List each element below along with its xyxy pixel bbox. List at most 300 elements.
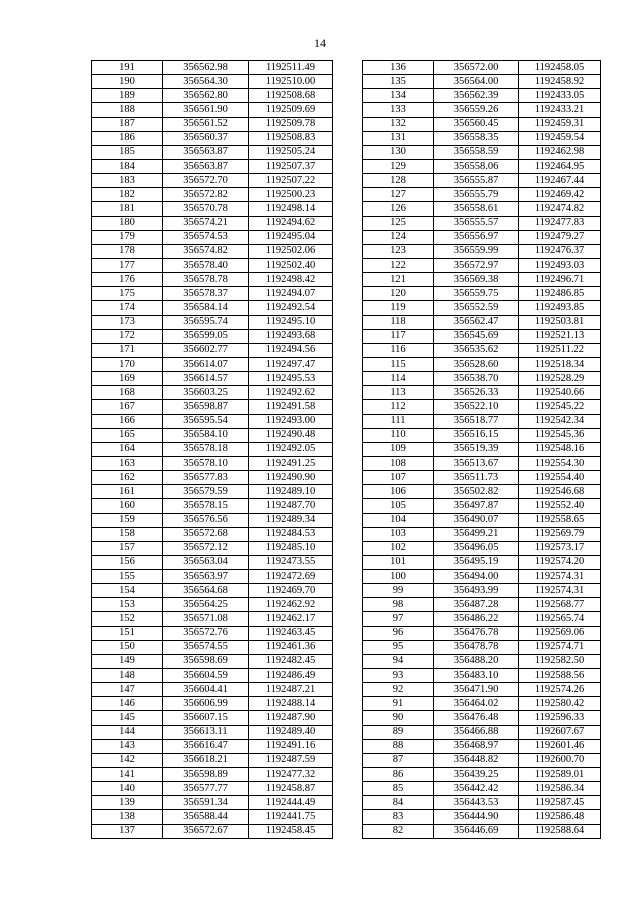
table-row [363,499,601,513]
point-number-cell: 120 [363,287,434,301]
x-coordinate-cell: 356572.00 [434,61,519,75]
point-number-cell: 91 [363,697,434,711]
x-coordinate-cell: 356448.82 [434,753,519,767]
point-number-cell: 144 [92,725,163,739]
table-row [92,725,333,739]
point-number-cell: 125 [363,216,434,230]
x-coordinate-cell: 356559.99 [434,244,519,258]
point-number-cell: 160 [92,499,163,513]
y-coordinate-cell: 1192477.83 [519,216,601,230]
table-row [363,145,601,159]
x-coordinate-cell: 356606.99 [163,697,249,711]
table-row [363,400,601,414]
table-row [92,598,333,612]
point-number-cell: 164 [92,442,163,456]
x-coordinate-cell: 356564.30 [163,75,249,89]
y-coordinate-cell: 1192474.82 [519,202,601,216]
point-number-cell: 131 [363,131,434,145]
point-number-cell: 94 [363,654,434,668]
x-coordinate-cell: 356522.10 [434,400,519,414]
table-row [92,244,333,258]
point-number-cell: 114 [363,372,434,386]
x-coordinate-cell: 356604.41 [163,683,249,697]
x-coordinate-cell: 356476.48 [434,711,519,725]
point-number-cell: 92 [363,683,434,697]
point-number-cell: 110 [363,428,434,442]
point-number-cell: 179 [92,230,163,244]
y-coordinate-cell: 1192459.54 [519,131,601,145]
y-coordinate-cell: 1192554.30 [519,456,601,470]
point-number-cell: 128 [363,174,434,188]
y-coordinate-cell: 1192545.36 [519,428,601,442]
point-number-cell: 186 [92,131,163,145]
y-coordinate-cell: 1192542.34 [519,414,601,428]
y-coordinate-cell: 1192441.75 [249,810,333,824]
x-coordinate-cell: 356572.12 [163,541,249,555]
point-number-cell: 83 [363,810,434,824]
y-coordinate-cell: 1192505.24 [249,145,333,159]
x-coordinate-cell: 356556.97 [434,230,519,244]
table-row [92,697,333,711]
table-row [363,824,601,838]
table-row [363,357,601,371]
y-coordinate-cell: 1192502.06 [249,244,333,258]
x-coordinate-cell: 356555.79 [434,188,519,202]
y-coordinate-cell: 1192493.00 [249,414,333,428]
y-coordinate-cell: 1192546.68 [519,485,601,499]
x-coordinate-cell: 356561.52 [163,117,249,131]
y-coordinate-cell: 1192444.49 [249,796,333,810]
point-number-cell: 163 [92,456,163,470]
table-row [92,386,333,400]
table-row [92,753,333,767]
y-coordinate-cell: 1192458.45 [249,824,333,838]
x-coordinate-cell: 356572.68 [163,527,249,541]
table-row [92,301,333,315]
table-row [363,273,601,287]
y-coordinate-cell: 1192487.59 [249,753,333,767]
table-row [92,782,333,796]
table-row [92,287,333,301]
table-row [92,329,333,343]
x-coordinate-cell: 356572.67 [163,824,249,838]
y-coordinate-cell: 1192477.32 [249,768,333,782]
x-coordinate-cell: 356564.68 [163,584,249,598]
table-row [363,428,601,442]
y-coordinate-cell: 1192491.25 [249,456,333,470]
y-coordinate-cell: 1192488.14 [249,697,333,711]
x-coordinate-cell: 356569.38 [434,273,519,287]
y-coordinate-cell: 1192494.07 [249,287,333,301]
point-number-cell: 112 [363,400,434,414]
x-coordinate-cell: 356564.25 [163,598,249,612]
y-coordinate-cell: 1192495.53 [249,372,333,386]
x-coordinate-cell: 356577.83 [163,471,249,485]
table-row [363,640,601,654]
x-coordinate-cell: 356563.87 [163,145,249,159]
point-number-cell: 174 [92,301,163,315]
table-row [363,456,601,470]
point-number-cell: 149 [92,654,163,668]
table-row [92,485,333,499]
table-row [363,216,601,230]
x-coordinate-cell: 356602.77 [163,343,249,357]
table-row [92,145,333,159]
point-number-cell: 95 [363,640,434,654]
point-number-cell: 183 [92,174,163,188]
x-coordinate-cell: 356466.88 [434,725,519,739]
x-coordinate-cell: 356468.97 [434,739,519,753]
y-coordinate-cell: 1192528.29 [519,372,601,386]
y-coordinate-cell: 1192487.70 [249,499,333,513]
x-coordinate-cell: 356558.06 [434,159,519,173]
x-coordinate-cell: 356496.05 [434,541,519,555]
table-row [92,216,333,230]
point-number-cell: 103 [363,527,434,541]
table-row [363,697,601,711]
x-coordinate-cell: 356559.75 [434,287,519,301]
point-number-cell: 107 [363,471,434,485]
y-coordinate-cell: 1192554.40 [519,471,601,485]
point-number-cell: 93 [363,669,434,683]
table-row [92,555,333,569]
x-coordinate-cell: 356545.69 [434,329,519,343]
x-coordinate-cell: 356614.07 [163,357,249,371]
point-number-cell: 187 [92,117,163,131]
y-coordinate-cell: 1192492.54 [249,301,333,315]
table-row [92,174,333,188]
table-row [92,768,333,782]
table-row [363,555,601,569]
point-number-cell: 135 [363,75,434,89]
x-coordinate-cell: 356613.11 [163,725,249,739]
table-row [363,414,601,428]
point-number-cell: 137 [92,824,163,838]
x-coordinate-cell: 356446.69 [434,824,519,838]
point-number-cell: 101 [363,555,434,569]
point-number-cell: 190 [92,75,163,89]
point-number-cell: 141 [92,768,163,782]
point-number-cell: 102 [363,541,434,555]
table-row [363,584,601,598]
x-coordinate-cell: 356574.55 [163,640,249,654]
y-coordinate-cell: 1192486.49 [249,669,333,683]
table-row [92,527,333,541]
y-coordinate-cell: 1192588.56 [519,669,601,683]
point-number-cell: 87 [363,753,434,767]
point-number-cell: 147 [92,683,163,697]
x-coordinate-cell: 356579.59 [163,485,249,499]
y-coordinate-cell: 1192476.37 [519,244,601,258]
x-coordinate-cell: 356578.15 [163,499,249,513]
x-coordinate-cell: 356558.35 [434,131,519,145]
x-coordinate-cell: 356578.78 [163,273,249,287]
y-coordinate-cell: 1192472.69 [249,570,333,584]
x-coordinate-cell: 356572.97 [434,258,519,272]
x-coordinate-cell: 356562.39 [434,89,519,103]
x-coordinate-cell: 356614.57 [163,372,249,386]
point-number-cell: 117 [363,329,434,343]
point-number-cell: 88 [363,739,434,753]
y-coordinate-cell: 1192490.90 [249,471,333,485]
table-row [92,273,333,287]
y-coordinate-cell: 1192589.01 [519,768,601,782]
y-coordinate-cell: 1192493.85 [519,301,601,315]
x-coordinate-cell: 356599.05 [163,329,249,343]
y-coordinate-cell: 1192495.04 [249,230,333,244]
x-coordinate-cell: 356578.40 [163,258,249,272]
point-number-cell: 145 [92,711,163,725]
point-number-cell: 108 [363,456,434,470]
x-coordinate-cell: 356487.28 [434,598,519,612]
point-number-cell: 148 [92,669,163,683]
point-number-cell: 134 [363,89,434,103]
table-row [92,357,333,371]
x-coordinate-cell: 356486.22 [434,612,519,626]
table-row [363,230,601,244]
x-coordinate-cell: 356572.70 [163,174,249,188]
point-number-cell: 175 [92,287,163,301]
y-coordinate-cell: 1192573.17 [519,541,601,555]
x-coordinate-cell: 356572.82 [163,188,249,202]
table-row [92,131,333,145]
table-row [363,188,601,202]
x-coordinate-cell: 356443.53 [434,796,519,810]
x-coordinate-cell: 356574.53 [163,230,249,244]
y-coordinate-cell: 1192479.27 [519,230,601,244]
y-coordinate-cell: 1192462.17 [249,612,333,626]
table-row [92,258,333,272]
point-number-cell: 180 [92,216,163,230]
point-number-cell: 113 [363,386,434,400]
table-row [92,456,333,470]
point-number-cell: 168 [92,386,163,400]
point-number-cell: 167 [92,400,163,414]
point-number-cell: 116 [363,343,434,357]
table-row [363,654,601,668]
x-coordinate-cell: 356578.18 [163,442,249,456]
table-row [92,400,333,414]
table-row [92,810,333,824]
table-row [92,159,333,173]
y-coordinate-cell: 1192596.33 [519,711,601,725]
y-coordinate-cell: 1192502.40 [249,258,333,272]
point-number-cell: 161 [92,485,163,499]
table-row [363,570,601,584]
x-coordinate-cell: 356570.78 [163,202,249,216]
point-number-cell: 90 [363,711,434,725]
point-number-cell: 138 [92,810,163,824]
x-coordinate-cell: 356618.21 [163,753,249,767]
table-row [92,343,333,357]
table-row [92,711,333,725]
table-row [92,61,333,75]
x-coordinate-cell: 356552.59 [434,301,519,315]
y-coordinate-cell: 1192485.10 [249,541,333,555]
x-coordinate-cell: 356483.10 [434,669,519,683]
x-coordinate-cell: 356555.87 [434,174,519,188]
table-row [363,244,601,258]
y-coordinate-cell: 1192569.06 [519,626,601,640]
y-coordinate-cell: 1192582.50 [519,654,601,668]
table-row [363,117,601,131]
point-number-cell: 109 [363,442,434,456]
y-coordinate-cell: 1192540.66 [519,386,601,400]
table-row [92,230,333,244]
point-number-cell: 165 [92,428,163,442]
x-coordinate-cell: 356555.57 [434,216,519,230]
y-coordinate-cell: 1192489.40 [249,725,333,739]
table-row [363,782,601,796]
x-coordinate-cell: 356559.26 [434,103,519,117]
y-coordinate-cell: 1192558.65 [519,513,601,527]
point-number-cell: 184 [92,159,163,173]
y-coordinate-cell: 1192461.36 [249,640,333,654]
table-row [363,513,601,527]
y-coordinate-cell: 1192574.20 [519,555,601,569]
y-coordinate-cell: 1192569.79 [519,527,601,541]
point-number-cell: 191 [92,61,163,75]
table-row [92,315,333,329]
point-number-cell: 130 [363,145,434,159]
point-number-cell: 84 [363,796,434,810]
x-coordinate-cell: 356495.19 [434,555,519,569]
y-coordinate-cell: 1192511.22 [519,343,601,357]
table-row [92,739,333,753]
table-row [92,89,333,103]
y-coordinate-cell: 1192586.34 [519,782,601,796]
y-coordinate-cell: 1192495.10 [249,315,333,329]
table-row [363,315,601,329]
table-row [363,485,601,499]
point-number-cell: 157 [92,541,163,555]
table-row [363,258,601,272]
y-coordinate-cell: 1192489.34 [249,513,333,527]
table-row [363,174,601,188]
point-number-cell: 182 [92,188,163,202]
y-coordinate-cell: 1192498.42 [249,273,333,287]
table-row [92,640,333,654]
point-number-cell: 122 [363,258,434,272]
point-number-cell: 152 [92,612,163,626]
table-row [92,471,333,485]
table-row [92,428,333,442]
point-number-cell: 121 [363,273,434,287]
point-number-cell: 127 [363,188,434,202]
table-row [92,584,333,598]
point-number-cell: 170 [92,357,163,371]
point-number-cell: 85 [363,782,434,796]
x-coordinate-cell: 356595.54 [163,414,249,428]
y-coordinate-cell: 1192574.31 [519,584,601,598]
point-number-cell: 104 [363,513,434,527]
y-coordinate-cell: 1192574.71 [519,640,601,654]
point-number-cell: 105 [363,499,434,513]
x-coordinate-cell: 356584.14 [163,301,249,315]
table-row [92,188,333,202]
table-row [92,612,333,626]
point-number-cell: 176 [92,273,163,287]
point-number-cell: 89 [363,725,434,739]
y-coordinate-cell: 1192482.45 [249,654,333,668]
y-coordinate-cell: 1192492.62 [249,386,333,400]
point-number-cell: 139 [92,796,163,810]
table-row [363,103,601,117]
x-coordinate-cell: 356562.80 [163,89,249,103]
point-number-cell: 129 [363,159,434,173]
x-coordinate-cell: 356562.98 [163,61,249,75]
x-coordinate-cell: 356528.60 [434,357,519,371]
x-coordinate-cell: 356578.10 [163,456,249,470]
y-coordinate-cell: 1192463.45 [249,626,333,640]
coordinates-table-left [91,60,333,839]
table-row [363,768,601,782]
table-row [92,499,333,513]
point-number-cell: 151 [92,626,163,640]
table-row [363,626,601,640]
table-row [92,570,333,584]
table-row [363,159,601,173]
y-coordinate-cell: 1192493.68 [249,329,333,343]
y-coordinate-cell: 1192486.85 [519,287,601,301]
point-number-cell: 123 [363,244,434,258]
x-coordinate-cell: 356526.33 [434,386,519,400]
point-number-cell: 153 [92,598,163,612]
point-number-cell: 171 [92,343,163,357]
table-row [92,103,333,117]
y-coordinate-cell: 1192433.21 [519,103,601,117]
y-coordinate-cell: 1192510.00 [249,75,333,89]
table-row [363,202,601,216]
y-coordinate-cell: 1192458.05 [519,61,601,75]
y-coordinate-cell: 1192601.46 [519,739,601,753]
x-coordinate-cell: 356439.25 [434,768,519,782]
x-coordinate-cell: 356574.21 [163,216,249,230]
y-coordinate-cell: 1192508.83 [249,131,333,145]
y-coordinate-cell: 1192574.26 [519,683,601,697]
y-coordinate-cell: 1192489.10 [249,485,333,499]
y-coordinate-cell: 1192509.78 [249,117,333,131]
point-number-cell: 133 [363,103,434,117]
point-number-cell: 143 [92,739,163,753]
table-row [363,598,601,612]
y-coordinate-cell: 1192494.62 [249,216,333,230]
y-coordinate-cell: 1192521.13 [519,329,601,343]
x-coordinate-cell: 356560.45 [434,117,519,131]
x-coordinate-cell: 356464.02 [434,697,519,711]
x-coordinate-cell: 356607.15 [163,711,249,725]
y-coordinate-cell: 1192469.70 [249,584,333,598]
table-row [363,372,601,386]
y-coordinate-cell: 1192491.16 [249,739,333,753]
table-row [92,626,333,640]
point-number-cell: 106 [363,485,434,499]
y-coordinate-cell: 1192574.31 [519,570,601,584]
x-coordinate-cell: 356604.59 [163,669,249,683]
point-number-cell: 181 [92,202,163,216]
x-coordinate-cell: 356516.15 [434,428,519,442]
table-row [92,372,333,386]
table-row [92,75,333,89]
y-coordinate-cell: 1192473.55 [249,555,333,569]
x-coordinate-cell: 356558.59 [434,145,519,159]
x-coordinate-cell: 356442.42 [434,782,519,796]
y-coordinate-cell: 1192518.34 [519,357,601,371]
y-coordinate-cell: 1192458.92 [519,75,601,89]
y-coordinate-cell: 1192498.14 [249,202,333,216]
y-coordinate-cell: 1192493.03 [519,258,601,272]
y-coordinate-cell: 1192548.16 [519,442,601,456]
